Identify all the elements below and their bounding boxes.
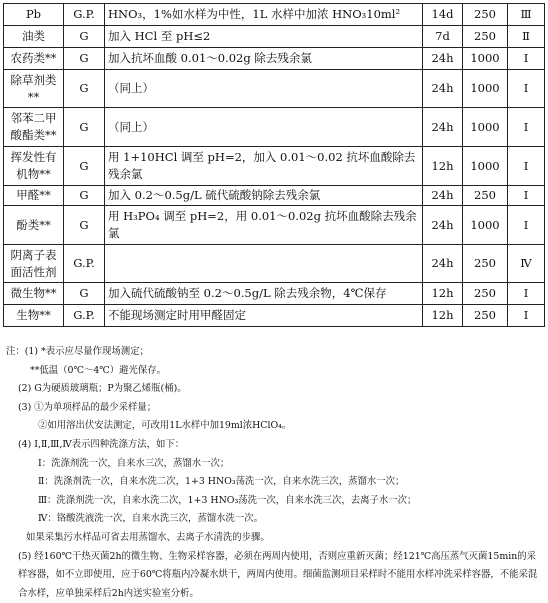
storage-time: 12h [423, 283, 463, 305]
wash-method: Ⅰ [508, 147, 545, 186]
note-line: (4) Ⅰ,Ⅱ,Ⅲ,Ⅳ表示四种洗涤方法，如下： [18, 438, 185, 450]
preservation-method: 用 H₃PO₄ 调至 pH=2，用 0.01～0.02g 抗坏血酸除去残余氯 [105, 206, 423, 245]
table-row [4, 4, 545, 26]
storage-time: 12h [423, 147, 463, 186]
item-name: 挥发性有机物** [4, 147, 64, 186]
wash-method: Ⅳ [508, 245, 545, 283]
note-line: ②如用溶出伏安法测定，可改用1L水样中加19ml浓HClO₄。 [38, 420, 292, 432]
note-line: (2) G为硬质玻璃瓶；P为聚乙烯瓶(桶)。 [18, 383, 187, 395]
wash-method: Ⅱ [508, 26, 545, 48]
note-line: Ⅳ：铬酸洗液洗一次，自来水洗三次，蒸馏水洗一次。 [38, 513, 263, 525]
container-type: G [64, 283, 105, 305]
sample-volume: 250 [463, 186, 508, 206]
wash-method: Ⅰ [508, 305, 545, 327]
table-row [4, 245, 545, 283]
preservation-method [105, 245, 423, 283]
storage-time: 24h [423, 206, 463, 245]
preservation-method: 不能现场测定时用甲醛固定 [105, 305, 423, 327]
storage-time: 14d [423, 4, 463, 26]
storage-time: 24h [423, 108, 463, 147]
sample-volume: 1000 [463, 70, 508, 108]
container-type: G.P. [64, 4, 105, 26]
item-name: 农药类** [4, 48, 64, 70]
preservation-method: 加入 0.2～0.5g/L 硫代硫酸钠除去残余氯 [105, 186, 423, 206]
sampling-table [3, 3, 545, 327]
sample-volume: 1000 [463, 108, 508, 147]
sample-volume: 250 [463, 26, 508, 48]
storage-time: 24h [423, 186, 463, 206]
table-body [4, 4, 545, 327]
storage-time: 24h [423, 70, 463, 108]
table-notes [6, 343, 542, 603]
note-line: Ⅱ：洗涤剂洗一次，自来水洗二次，1+3 HNO₃荡洗一次，自来水洗三次，蒸馏水一次； [38, 476, 405, 488]
container-type: G [64, 186, 105, 206]
container-type: G.P. [64, 245, 105, 283]
table-row [4, 206, 545, 245]
note-line: 如果采集污水样品可省去用蒸馏水、去离子水清洗的步骤。 [26, 531, 270, 543]
note-line: Ⅲ：洗涤剂洗一次，自来水洗二次，1+3 HNO₃荡洗一次，自来水洗三次，去离子水一次； [38, 494, 417, 506]
container-type: G.P. [64, 305, 105, 327]
item-name: Pb [4, 4, 64, 26]
wash-method: Ⅲ [508, 4, 545, 26]
container-type: G [64, 206, 105, 245]
container-type: G [64, 147, 105, 186]
item-name: 微生物** [4, 283, 64, 305]
preservation-method: 加入硫代硫酸钠至 0.2～0.5g/L 除去残余物，4℃保存 [105, 283, 423, 305]
sample-volume: 1000 [463, 48, 508, 70]
note-line: (3) ①为单项样品的最少采样量； [18, 401, 157, 413]
table-row [4, 283, 545, 305]
sample-volume: 1000 [463, 147, 508, 186]
item-name: 生物** [4, 305, 64, 327]
table-row [4, 186, 545, 206]
storage-time: 12h [423, 305, 463, 327]
storage-time: 24h [423, 245, 463, 283]
note-line: Ⅰ：洗涤剂洗一次，自来水三次，蒸馏水一次； [38, 457, 230, 469]
wash-method: Ⅰ [508, 108, 545, 147]
storage-time: 7d [423, 26, 463, 48]
preservation-method: （同上） [105, 108, 423, 147]
note-line: **低温（0℃～4℃）避光保存。 [30, 364, 167, 376]
sample-volume: 250 [463, 283, 508, 305]
table-row [4, 147, 545, 186]
container-type: G [64, 70, 105, 108]
preservation-method: 加入 HCl 至 pH≤2 [105, 26, 423, 48]
sample-volume: 1000 [463, 206, 508, 245]
table-row [4, 70, 545, 108]
note-line: 注：(1) *表示应尽量作现场测定； [6, 346, 149, 357]
container-type: G [64, 108, 105, 147]
item-name: 油类 [4, 26, 64, 48]
wash-method: Ⅰ [508, 186, 545, 206]
item-name: 酚类** [4, 206, 64, 245]
container-type: G [64, 48, 105, 70]
item-name: 甲醛** [4, 186, 64, 206]
wash-method: Ⅰ [508, 70, 545, 108]
storage-time: 24h [423, 48, 463, 70]
note-line: (5) 经160℃干热灭菌2h的微生物、生物采样容器，必须在两周内使用，否则应重新灭菌；经121℃高压蒸气灭菌15min的采样容器，如不立即使用，应于60℃将瓶内冷凝水烘干，两周内使用。细菌监测项目采样时不能用水样冲洗采样容器，不能采混合水样，应单独采样后2h内送实验室分析。 [18, 550, 538, 599]
sample-volume: 250 [463, 4, 508, 26]
preservation-method: （同上） [105, 70, 423, 108]
sample-volume: 250 [463, 245, 508, 283]
table-row [4, 305, 545, 327]
preservation-method: 加入抗坏血酸 0.01～0.02g 除去残余氯 [105, 48, 423, 70]
wash-method: Ⅰ [508, 283, 545, 305]
item-name: 除草剂类** [4, 70, 64, 108]
item-name: 阴离子表面活性剂 [4, 245, 64, 283]
container-type: G [64, 26, 105, 48]
sample-volume: 250 [463, 305, 508, 327]
wash-method: Ⅰ [508, 48, 545, 70]
preservation-method: 用 1+10HCl 调至 pH=2，加入 0.01～0.02 抗坏血酸除去残余氯 [105, 147, 423, 186]
table-row [4, 108, 545, 147]
item-name: 邻苯二甲酸酯类** [4, 108, 64, 147]
table-row [4, 26, 545, 48]
wash-method: Ⅰ [508, 206, 545, 245]
table-row [4, 48, 545, 70]
preservation-method: HNO₃，1%如水样为中性，1L 水样中加浓 HNO₃10ml² [105, 4, 423, 26]
